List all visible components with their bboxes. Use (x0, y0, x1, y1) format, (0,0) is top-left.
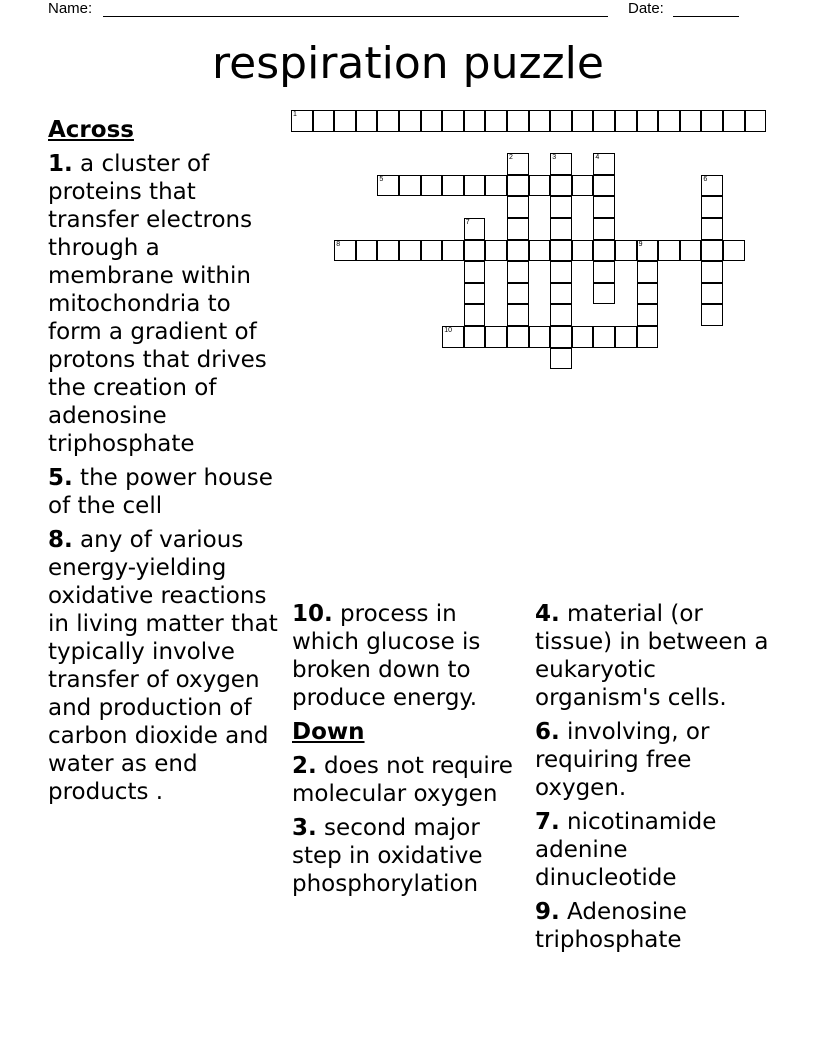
grid-cell[interactable] (356, 110, 378, 132)
cell-number: 8 (336, 240, 341, 248)
grid-cell[interactable] (680, 110, 702, 132)
grid-cell[interactable] (291, 110, 313, 132)
cell-number: 4 (595, 154, 600, 162)
grid-cell[interactable] (701, 261, 723, 283)
clue-text: the power house of the cell (48, 465, 273, 519)
grid-cell[interactable] (658, 240, 680, 262)
grid-cell[interactable] (485, 240, 507, 262)
puzzle-title: respiration puzzle (212, 38, 604, 89)
cell-number: 3 (552, 154, 557, 162)
grid-cell[interactable] (507, 153, 529, 175)
grid-cell[interactable] (464, 110, 486, 132)
grid-cell[interactable] (334, 240, 356, 262)
clue-number: 9. (535, 899, 560, 925)
grid-cell[interactable] (507, 326, 529, 348)
grid-cell[interactable] (485, 110, 507, 132)
date-field[interactable] (673, 16, 739, 17)
grid-cell[interactable] (701, 110, 723, 132)
clue-down-6 (535, 718, 775, 802)
clue-down-4 (535, 600, 775, 712)
grid-cell[interactable] (593, 175, 615, 197)
down-heading: Down (292, 719, 365, 745)
grid-cell[interactable] (507, 218, 529, 240)
grid-cell[interactable] (550, 218, 572, 240)
grid-cell[interactable] (550, 283, 572, 305)
grid-cell[interactable] (572, 110, 594, 132)
grid-cell[interactable] (442, 175, 464, 197)
cell-number: 2 (509, 154, 513, 162)
grid-cell[interactable] (399, 240, 421, 262)
clue-number: 1. (48, 151, 73, 177)
grid-cell[interactable] (593, 326, 615, 348)
clue-number: 10. (292, 601, 333, 627)
grid-cell[interactable] (550, 110, 572, 132)
clue-down-9 (535, 898, 775, 954)
grid-cell[interactable] (593, 153, 615, 175)
grid-cell[interactable] (593, 218, 615, 240)
grid-cell[interactable] (723, 240, 745, 262)
grid-cell[interactable] (701, 196, 723, 218)
grid-cell[interactable] (464, 326, 486, 348)
clue-text: material (or tissue) in between a eukaryotic organism's cells. (535, 601, 769, 711)
grid-cell[interactable] (550, 153, 572, 175)
grid-cell[interactable] (421, 240, 443, 262)
grid-cell[interactable] (464, 240, 486, 262)
grid-cell[interactable] (464, 283, 486, 305)
cell-number: 9 (638, 240, 643, 248)
grid-cell[interactable] (377, 240, 399, 262)
grid-cell[interactable] (421, 175, 443, 197)
grid-cell[interactable] (550, 348, 572, 370)
page-header (48, 0, 748, 20)
grid-cell[interactable] (313, 110, 335, 132)
grid-cell[interactable] (442, 240, 464, 262)
grid-cell[interactable] (550, 240, 572, 262)
grid-cell[interactable] (399, 175, 421, 197)
name-label: Name: (48, 0, 93, 17)
grid-cell[interactable] (723, 110, 745, 132)
cell-number: 7 (465, 219, 470, 226)
grid-cell[interactable] (529, 110, 551, 132)
grid-cell[interactable] (485, 175, 507, 197)
clue-text: second major step in oxidative phosphorylation (292, 815, 483, 897)
clues-column-1 (48, 116, 280, 812)
grid-cell[interactable] (507, 240, 529, 262)
grid-cell[interactable] (593, 240, 615, 262)
grid-cell[interactable] (529, 175, 551, 197)
cell-number: 5 (379, 175, 384, 183)
clue-down-3 (292, 814, 524, 898)
clue-text: involving, or requiring free oxygen. (535, 719, 710, 801)
crossword-grid (291, 110, 771, 374)
name-field[interactable] (103, 16, 608, 17)
grid-cell[interactable] (442, 326, 464, 348)
clue-text: a cluster of proteins that transfer electrons through a membrane within mitochondria to form a gradient of protons that drives the creation of adenosine triphosphate (48, 151, 267, 457)
cell-number: 1 (293, 111, 297, 118)
grid-cell[interactable] (377, 110, 399, 132)
clue-text: Adenosine triphosphate (535, 899, 687, 953)
grid-cell[interactable] (507, 261, 529, 283)
grid-cell[interactable] (701, 218, 723, 240)
grid-cell[interactable] (507, 304, 529, 326)
clue-text: any of various energy-yielding oxidative reactions in living matter that typically involve transfer of oxygen and production of carbon dioxide and water as end products . (48, 527, 278, 805)
grid-cell[interactable] (615, 326, 637, 348)
grid-cell[interactable] (593, 261, 615, 283)
grid-cell[interactable] (529, 326, 551, 348)
grid-cell[interactable] (637, 283, 659, 305)
grid-cell[interactable] (550, 175, 572, 197)
grid-cell[interactable] (701, 304, 723, 326)
grid-cell[interactable] (572, 175, 594, 197)
grid-cell[interactable] (464, 218, 486, 240)
grid-cell[interactable] (637, 110, 659, 132)
clue-across-5 (48, 464, 280, 520)
clues-column-2 (292, 600, 524, 904)
grid-cell[interactable] (550, 304, 572, 326)
clue-text: does not require molecular oxygen (292, 753, 513, 807)
grid-cell[interactable] (485, 326, 507, 348)
date-label: Date: (628, 0, 664, 17)
grid-cell[interactable] (701, 175, 723, 197)
grid-cell[interactable] (529, 240, 551, 262)
clue-number: 4. (535, 601, 560, 627)
grid-cell[interactable] (637, 304, 659, 326)
grid-cell[interactable] (593, 196, 615, 218)
grid-cell[interactable] (572, 240, 594, 262)
grid-cell[interactable] (421, 110, 443, 132)
clue-text: process in which glucose is broken down to produce energy. (292, 601, 481, 711)
grid-cell[interactable] (442, 110, 464, 132)
grid-cell[interactable] (334, 110, 356, 132)
grid-cell[interactable] (593, 283, 615, 305)
grid-cell[interactable] (550, 261, 572, 283)
grid-cell[interactable] (637, 240, 659, 262)
grid-cell[interactable] (701, 283, 723, 305)
grid-cell[interactable] (377, 175, 399, 197)
clue-text: nicotinamide adenine dinucleotide (535, 809, 717, 891)
clue-number: 2. (292, 753, 317, 779)
grid-cell[interactable] (572, 326, 594, 348)
grid-cell[interactable] (464, 261, 486, 283)
grid-cell[interactable] (701, 240, 723, 262)
grid-cell[interactable] (637, 326, 659, 348)
clue-across-10 (292, 600, 524, 712)
clue-number: 8. (48, 527, 73, 553)
across-heading: Across (48, 117, 134, 143)
clue-number: 7. (535, 809, 560, 835)
grid-cell[interactable] (464, 175, 486, 197)
grid-cell[interactable] (399, 110, 421, 132)
clue-down-7 (535, 808, 775, 892)
grid-cell[interactable] (550, 196, 572, 218)
clue-number: 3. (292, 815, 317, 841)
cell-number: 6 (703, 175, 708, 183)
grid-cell[interactable] (637, 261, 659, 283)
grid-cell[interactable] (680, 240, 702, 262)
cell-number: 10 (444, 327, 452, 334)
clues-column-3 (535, 600, 775, 960)
grid-cell[interactable] (593, 110, 615, 132)
grid-cell[interactable] (464, 304, 486, 326)
grid-cell[interactable] (356, 240, 378, 262)
grid-cell[interactable] (507, 175, 529, 197)
grid-cell[interactable] (615, 240, 637, 262)
clue-across-8 (48, 526, 280, 806)
grid-cell[interactable] (745, 110, 767, 132)
grid-cell[interactable] (507, 110, 529, 132)
grid-cell[interactable] (550, 326, 572, 348)
grid-cell[interactable] (507, 283, 529, 305)
clue-number: 5. (48, 465, 73, 491)
clue-across-1 (48, 150, 280, 458)
clue-down-2 (292, 752, 524, 808)
grid-cell[interactable] (615, 110, 637, 132)
clue-number: 6. (535, 719, 560, 745)
grid-cell[interactable] (658, 110, 680, 132)
grid-cell[interactable] (507, 196, 529, 218)
